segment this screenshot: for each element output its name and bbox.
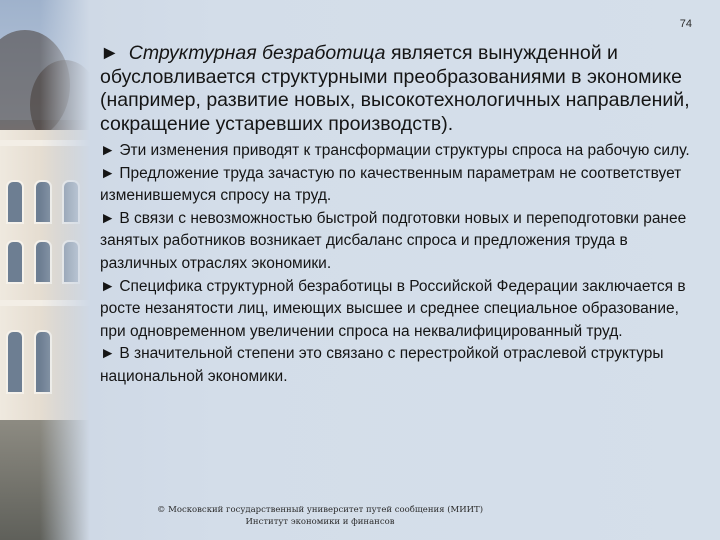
bullet-arrow-icon: ► [100,142,116,159]
bullet-paragraph [100,163,690,208]
lead-term: Структурная безработица [128,42,386,64]
bullet-arrow-icon: ► [100,277,116,295]
bullet-arrow-icon: ► [100,164,116,182]
bullet-text: В связи с невозможностью быстрой подготовки новых и переподготовки ранее занятых работников возникает дисбаланс спроса и предложения труда в различных отраслях экономики. [100,209,687,272]
bullet-arrow-icon: ► [100,345,116,363]
slide-panel [92,0,720,540]
bullet-paragraph [100,140,690,163]
bullet-text: Предложение труда зачастую по качественным параметрам не соответствует изменившемуся спросу на труд. [100,164,682,205]
footer [140,504,500,528]
bullet-paragraph [100,208,690,276]
bullet-text: Эти изменения приводят к трансформации структуры спроса на рабочую силу. [119,142,690,159]
lead-paragraph [100,42,690,136]
bullet-arrow-icon: ► [100,209,116,227]
bullet-paragraph [100,276,690,344]
footer-copyright: © Московский государственный университет путей сообщения (МИИТ) [156,505,484,515]
lead-text: является вынужденной и обусловливается структурными преобразованиями в экономике (например, развитие новых, высокотехнологичных направлений, сокращение устаревших производств). [100,42,690,135]
photo-fade [40,0,90,540]
slide-number: 74 [679,18,692,30]
slide-content [100,42,690,389]
building-window [6,240,24,284]
footer-institute: Институт экономики и финансов [245,517,395,527]
building-window [6,180,24,224]
building-photo [0,0,90,540]
building-window [6,330,24,394]
bullet-text: Специфика структурной безработицы в Российской Федерации заключается в росте незанятости лиц, имеющих высшее и среднее специальное образование, при одновременном увеличении спроса на неквалифицированный труд. [100,277,686,340]
bullet-paragraph [100,343,690,388]
bullet-arrow-icon: ► [100,42,120,64]
bullet-text: В значительной степени это связано с перестройкой отраслевой структуры национальной экономики. [100,345,664,385]
